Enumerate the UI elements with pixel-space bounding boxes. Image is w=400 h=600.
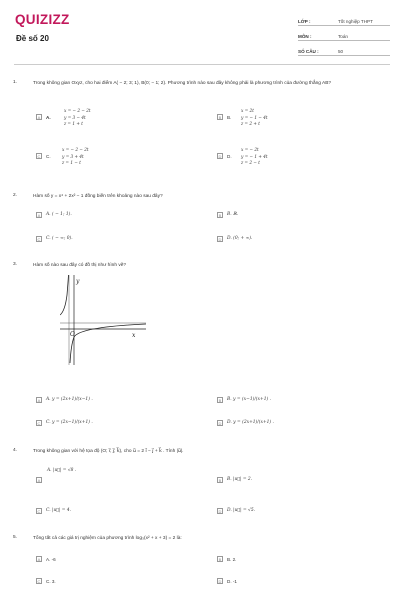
option-text: C. |u⃗| = 4. (46, 508, 72, 513)
option-text: A. ( − 1; 1). (46, 212, 72, 217)
option-text: D. -1 (227, 578, 237, 584)
option-box[interactable]: A (37, 556, 41, 562)
equation-line: y = 3 − 4t (64, 114, 86, 120)
graph-svg (60, 275, 146, 365)
option-text: C. ( − ∞; 0). (46, 236, 73, 241)
option-box[interactable]: B (218, 556, 222, 562)
option-box[interactable]: D (218, 578, 222, 584)
equation-line: x = − 2t (241, 147, 259, 152)
equation-line: z = 1 + t (64, 121, 83, 126)
meta-panel (298, 14, 390, 59)
y-axis-label: y (76, 278, 80, 285)
left-branch (60, 275, 69, 315)
equation-line: x = − 2 − 2t (64, 108, 91, 113)
option-box[interactable]: D (218, 420, 222, 426)
option-text: D. y = (2x+1)/(x+1) . (227, 420, 274, 425)
q1-option-b-system (241, 108, 268, 128)
meta-row-count (298, 44, 390, 56)
q4-option-c[interactable] (36, 508, 71, 514)
option-text: C. y = (2x−1)/(x+1) . (46, 420, 93, 425)
option-box[interactable]: B (218, 477, 222, 483)
meta-value: Toán (338, 34, 348, 39)
origin-label: O (70, 331, 75, 338)
option-text: B. |u⃗| = 2. (227, 477, 253, 482)
q2-option-c[interactable] (36, 236, 73, 242)
option-box[interactable]: A (37, 114, 41, 120)
q4-option-a-text (47, 468, 76, 474)
option-text: A. |u⃗| = √8 . (47, 468, 77, 473)
meta-value: Tốt nghiệp THPT (338, 19, 373, 24)
option-box[interactable]: D (218, 508, 222, 514)
option-box[interactable]: C (37, 508, 41, 514)
option-text: D. (0; + ∞). (227, 236, 253, 241)
option-text: C. 3. (46, 578, 56, 584)
q4-option-d[interactable] (217, 508, 255, 514)
question-number: 5. (13, 535, 18, 540)
question-text: Trong không gian Oxyz, cho hai điểm A( − 2; 3; 1), B(0; − 1; 2). Phương trình nào sau đây không phải là phương trình của đường thẳng AB? (33, 81, 332, 86)
q1-option-d[interactable] (217, 153, 232, 159)
option-box[interactable]: B (218, 212, 222, 218)
page-title: Đề số 20 (16, 34, 49, 43)
option-label: B. (227, 114, 232, 120)
q3-option-c[interactable] (36, 420, 93, 426)
meta-label: MÔN : (298, 34, 312, 39)
option-text: B. ℝ. (227, 212, 239, 217)
q5-option-c[interactable] (36, 578, 56, 584)
question-text: Trong không gian với hệ tọa độ (O; i⃗; j⃗; k⃗), cho u⃗ = 2 i⃗ − j⃗ + k⃗ . Tính |u⃗|. (33, 449, 184, 454)
q1-option-c-system (62, 147, 89, 167)
q2-option-b[interactable] (217, 212, 238, 218)
option-label: A. (46, 114, 51, 120)
q4-option-a[interactable] (36, 477, 46, 483)
q2-option-a[interactable] (36, 212, 72, 218)
option-box[interactable]: C (37, 420, 41, 426)
option-text: A. y = (2x+1)/(x−1) . (46, 397, 93, 402)
option-text: D. |u⃗| = √5. (227, 508, 256, 513)
option-box[interactable]: A (37, 397, 41, 403)
q5-option-b[interactable] (217, 556, 236, 562)
q4-option-b[interactable] (217, 477, 252, 483)
q1-option-c[interactable] (36, 153, 51, 159)
meta-label: SỐ CÂU : (298, 49, 319, 54)
question-number: 1. (13, 80, 18, 85)
q3-option-b[interactable] (217, 397, 271, 403)
right-branch (70, 324, 146, 363)
q2-option-d[interactable] (217, 236, 252, 242)
equation-line: z = 2 − t (241, 160, 260, 165)
quizizz-logo: QUIZIZZ (15, 12, 70, 27)
option-box[interactable]: C (37, 153, 41, 159)
option-box[interactable]: D (218, 153, 222, 159)
question-text: Hàm số y = x⁴ + 2x² − 1 đồng biến trên khoảng nào sau đây? (33, 194, 163, 199)
option-box[interactable]: D (218, 236, 222, 242)
option-label: C. (46, 153, 51, 159)
equation-line: y = − 1 + 4t (241, 153, 268, 159)
q1-option-a-system (64, 108, 91, 128)
question-number: 2. (13, 193, 18, 198)
option-text: A. -6 (46, 556, 56, 562)
q1-option-d-system (241, 147, 268, 167)
equation-line: z = 1 − t (62, 160, 81, 165)
q1-option-a[interactable] (36, 114, 51, 120)
q3-option-d[interactable] (217, 420, 274, 426)
q5-option-a[interactable] (36, 556, 56, 562)
option-box[interactable]: A (37, 212, 41, 218)
option-text: B. y = (x−1)/(x+1) . (227, 397, 271, 402)
q3-option-a[interactable] (36, 397, 93, 403)
x-axis-label: x (132, 332, 136, 339)
q5-option-d[interactable] (217, 578, 237, 584)
header-divider (14, 64, 390, 65)
equation-line: y = 3 + 4t (62, 153, 84, 159)
meta-value: 50 (338, 49, 344, 54)
meta-label: LỚP : (298, 19, 311, 24)
question-text: Hàm số nào sau đây có đồ thị như hình vẽ? (33, 263, 127, 268)
option-text: B. 2. (227, 556, 237, 562)
meta-row-subject (298, 29, 390, 41)
equation-line: x = 2t (241, 108, 254, 113)
question-text: Tổng tất cả các giá trị nghiệm của phương trình log₃(x² + x + 3) = 2 là: (33, 536, 182, 541)
option-label: D. (227, 153, 232, 159)
option-box[interactable]: C (37, 578, 41, 584)
equation-line: y = − 1 − 4t (241, 114, 268, 120)
meta-row-class (298, 14, 390, 26)
function-graph (60, 275, 146, 365)
question-number: 4. (13, 448, 18, 453)
option-box[interactable]: C (37, 236, 41, 242)
q1-option-b[interactable] (217, 114, 231, 120)
option-box[interactable]: B (218, 397, 222, 403)
equation-line: x = − 2 − 2t (62, 147, 89, 152)
option-box[interactable]: A (37, 477, 41, 483)
equation-line: z = 2 + t (241, 121, 260, 126)
option-box[interactable]: B (218, 114, 222, 120)
question-number: 3. (13, 262, 18, 267)
